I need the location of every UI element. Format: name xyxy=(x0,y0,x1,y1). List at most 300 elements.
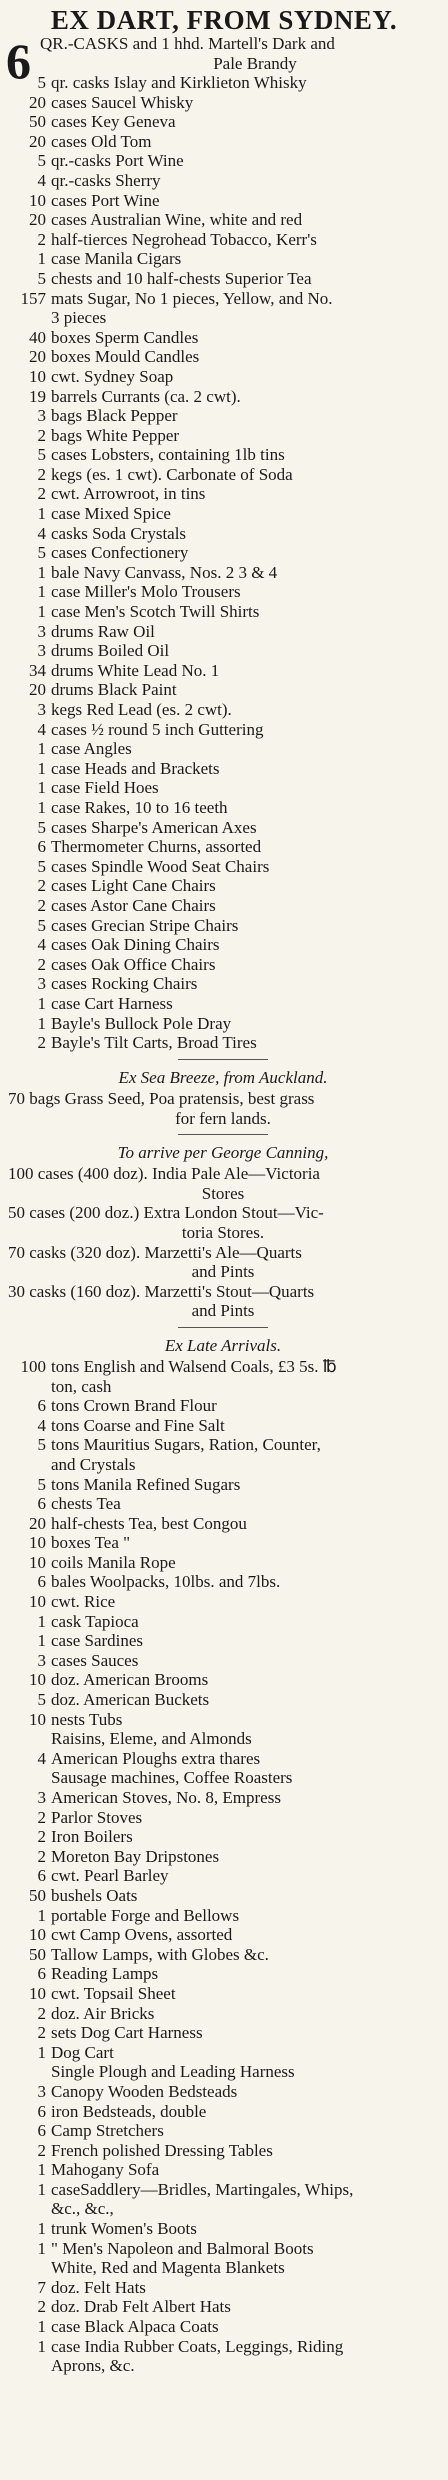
list-item xyxy=(8,2337,438,2357)
list-item xyxy=(8,759,438,779)
item-description: Dog Cart xyxy=(51,2042,114,2062)
item-quantity: 1 xyxy=(37,2336,46,2356)
list-item xyxy=(8,1514,438,1534)
list-item xyxy=(8,1553,438,1573)
item-quantity: 6 xyxy=(37,837,46,857)
item-quantity: 5 xyxy=(37,915,46,935)
item-description: Aprons, &c. xyxy=(51,2356,135,2376)
item-quantity: 1 xyxy=(37,582,46,602)
list-item xyxy=(8,2023,438,2043)
item-quantity: 2 xyxy=(37,1033,46,1053)
dart-cargo-list xyxy=(8,73,438,1053)
list-item xyxy=(8,1925,438,1945)
item-description: coils Manila Rope xyxy=(51,1552,176,1572)
item-description: cwt. Pearl Barley xyxy=(51,1866,169,1886)
list-item xyxy=(8,1631,438,1651)
list-item xyxy=(8,543,438,563)
list-item xyxy=(8,1788,438,1808)
item-quantity: 1 xyxy=(37,739,46,759)
list-item xyxy=(8,445,438,465)
item-description: trunk Women's Boots xyxy=(51,2219,197,2239)
list-item xyxy=(8,1690,438,1710)
item-description: 3 pieces xyxy=(51,308,107,328)
item-quantity: 1 xyxy=(37,249,46,269)
item-description: Moreton Bay Dripstones xyxy=(51,1846,220,1866)
item-quantity: 6 xyxy=(37,1572,46,1592)
list-item xyxy=(8,896,438,916)
item-description: boxes Sperm Candles xyxy=(51,327,199,347)
item-quantity: 4 xyxy=(37,935,46,955)
list-item xyxy=(8,269,438,289)
list-item xyxy=(8,1808,438,1828)
item-description: Raisins, Eleme, and Almonds xyxy=(51,1729,252,1749)
list-item xyxy=(8,1572,438,1592)
item-description: casks Soda Crystals xyxy=(51,523,187,543)
list-item xyxy=(8,1377,438,1397)
list-item xyxy=(8,249,438,269)
item-description: and Crystals xyxy=(51,1454,136,1474)
canning-entry-line: 50 cases (200 doz.) Extra London Stout—Vic- xyxy=(8,1203,324,1223)
item-quantity: 10 xyxy=(29,1533,46,1553)
list-item xyxy=(8,1827,438,1847)
item-description: portable Forge and Bellows xyxy=(51,1905,240,1925)
item-quantity: 20 xyxy=(29,1513,46,1533)
item-description: cases Key Geneva xyxy=(51,112,176,132)
item-quantity: 3 xyxy=(37,621,46,641)
list-item xyxy=(8,367,438,387)
item-quantity: 4 xyxy=(37,719,46,739)
canning-entry-continuation: Stores xyxy=(201,1183,245,1203)
item-quantity: 20 xyxy=(29,131,46,151)
item-description: Canopy Wooden Bedsteads xyxy=(51,2081,238,2101)
item-quantity: 2 xyxy=(37,1827,46,1847)
list-item xyxy=(8,73,438,93)
item-quantity: 2 xyxy=(37,2003,46,2023)
list-item xyxy=(8,524,438,544)
item-quantity: 2 xyxy=(37,954,46,974)
item-description: cases Rocking Chairs xyxy=(51,974,198,994)
item-quantity: 5 xyxy=(37,268,46,288)
item-description: case Cart Harness xyxy=(51,993,173,1013)
item-description: bales Woolpacks, 10lbs. and 7lbs. xyxy=(51,1572,281,1592)
item-description: cases Astor Cane Chairs xyxy=(51,895,216,915)
item-quantity: 1 xyxy=(37,2160,46,2180)
item-description: doz. American Brooms xyxy=(51,1670,209,1690)
item-description: case Mixed Spice xyxy=(51,504,171,524)
list-item xyxy=(8,151,438,171)
item-description: cases Oak Office Chairs xyxy=(51,954,216,974)
list-item xyxy=(8,2102,438,2122)
item-description: barrels Currants (ca. 2 cwt). xyxy=(51,386,241,406)
item-description: cases Grecian Stripe Chairs xyxy=(51,915,239,935)
item-quantity: 2 xyxy=(37,1807,46,1827)
list-item xyxy=(8,798,438,818)
item-description: kegs Red Lead (es. 2 cwt). xyxy=(51,700,232,719)
item-description: tons Manila Refined Sugars xyxy=(51,1474,241,1494)
item-description: case India Rubber Coats, Leggings, Riding xyxy=(51,2336,344,2356)
item-quantity: 2 xyxy=(37,1846,46,1866)
list-item xyxy=(8,2082,438,2102)
item-description: cases Light Cane Chairs xyxy=(51,876,216,896)
item-description: cwt Camp Ovens, assorted xyxy=(51,1925,233,1945)
item-description: Thermometer Churns, assorted xyxy=(51,837,262,857)
canning-entry-continuation: and Pints xyxy=(191,1301,255,1321)
item-description: half-chests Tea, best Congou xyxy=(51,1513,247,1533)
item-quantity: 5 xyxy=(37,1690,46,1710)
list-item xyxy=(8,778,438,798)
list-item xyxy=(8,2141,438,2161)
item-quantity: 5 xyxy=(37,73,46,92)
item-quantity: 100 xyxy=(20,1356,46,1376)
item-description: doz. Drab Felt Albert Hats xyxy=(51,2297,231,2317)
item-description: cask Tapioca xyxy=(51,1611,139,1631)
dart-first-entry xyxy=(40,34,440,73)
section-divider xyxy=(178,1327,268,1328)
item-quantity: 4 xyxy=(37,1748,46,1768)
list-item xyxy=(8,1847,438,1867)
item-quantity: 2 xyxy=(37,464,46,484)
list-item xyxy=(8,661,438,681)
item-description: drums Raw Oil xyxy=(51,621,155,641)
item-quantity: 10 xyxy=(29,1670,46,1690)
list-item xyxy=(8,2062,438,2082)
item-quantity: 1 xyxy=(37,778,46,798)
list-item xyxy=(8,2317,438,2337)
item-description: qr. casks Islay and Kirklieton Whisky xyxy=(51,73,307,92)
item-quantity: 2 xyxy=(37,484,46,504)
list-item xyxy=(8,1710,438,1730)
item-description: case Rakes, 10 to 16 teeth xyxy=(51,797,228,817)
item-quantity: 4 xyxy=(37,523,46,543)
item-quantity: 10 xyxy=(29,1983,46,2003)
item-quantity: 1 xyxy=(37,1013,46,1033)
canning-subhead: To arrive per George Canning, xyxy=(117,1143,329,1163)
item-quantity: 2 xyxy=(37,2023,46,2043)
list-item xyxy=(8,328,438,348)
list-item xyxy=(8,2239,438,2259)
item-description: nests Tubs xyxy=(51,1709,123,1729)
list-item xyxy=(8,2180,438,2200)
list-item xyxy=(8,171,438,191)
canning-entry-continuation: toria Stores. xyxy=(181,1222,265,1242)
item-description: case Field Hoes xyxy=(51,778,159,798)
item-quantity: 34 xyxy=(29,660,46,680)
item-description: chests Tea xyxy=(51,1494,121,1514)
item-description: case Black Alpaca Coats xyxy=(51,2317,219,2337)
item-description: ton, cash xyxy=(51,1376,112,1396)
section-divider xyxy=(178,1059,268,1060)
item-quantity: 3 xyxy=(37,1650,46,1670)
seabreeze-line-1: 70 bags Grass Seed, Poa pratensis, best grass xyxy=(8,1089,315,1108)
item-quantity: 50 xyxy=(29,1885,46,1905)
item-quantity: 2 xyxy=(37,876,46,896)
canning-entry-line: 100 cases (400 doz). India Pale Ale—Victoria xyxy=(8,1164,320,1184)
item-description: kegs (es. 1 cwt). Carbonate of Soda xyxy=(51,464,293,484)
item-description: case Angles xyxy=(51,739,132,759)
list-item xyxy=(8,112,438,132)
item-quantity: 3 xyxy=(37,700,46,719)
list-item xyxy=(8,210,438,230)
canning-entry-continuation: and Pints xyxy=(191,1262,255,1282)
item-quantity: 5 xyxy=(37,543,46,563)
late-arrivals-list xyxy=(8,1357,438,2376)
list-item xyxy=(8,2121,438,2141)
list-item xyxy=(8,602,438,622)
item-quantity: 1 xyxy=(37,504,46,524)
list-item xyxy=(8,387,438,407)
list-item xyxy=(8,1651,438,1671)
list-item xyxy=(8,2160,438,2180)
item-description: doz. American Buckets xyxy=(51,1690,210,1710)
list-item xyxy=(8,1886,438,1906)
item-description: qr.-casks Port Wine xyxy=(51,151,184,171)
item-description: caseSaddlery—Bridles, Martingales, Whips, xyxy=(51,2179,354,2199)
item-quantity: 10 xyxy=(29,1925,46,1945)
item-quantity: 1 xyxy=(37,602,46,622)
item-description: bushels Oats xyxy=(51,1885,138,1905)
list-item xyxy=(8,1612,438,1632)
item-description: Bayle's Bullock Pole Dray xyxy=(51,1013,232,1033)
item-quantity: 50 xyxy=(29,112,46,132)
list-item xyxy=(8,2199,438,2219)
item-quantity: 4 xyxy=(37,1415,46,1435)
item-description: cases Old Tom xyxy=(51,131,152,151)
list-item xyxy=(8,935,438,955)
dropcap-numeral: 6 xyxy=(6,33,31,89)
item-description: tons Coarse and Fine Salt xyxy=(51,1415,225,1435)
item-description: Bayle's Tilt Carts, Broad Tires xyxy=(51,1033,257,1053)
item-description: White, Red and Magenta Blankets xyxy=(51,2258,285,2278)
item-description: half-tierces Negrohead Tobacco, Kerr's xyxy=(51,229,317,249)
list-item xyxy=(8,1592,438,1612)
item-description: bags Black Pepper xyxy=(51,406,178,426)
item-description: cases Sharpe's American Axes xyxy=(51,817,257,837)
list-item xyxy=(8,289,438,309)
list-item xyxy=(8,1033,438,1053)
item-quantity: 10 xyxy=(29,1592,46,1612)
list-item xyxy=(8,1964,438,1984)
item-description: tons Crown Brand Flour xyxy=(51,1396,217,1416)
item-quantity: 5 xyxy=(37,817,46,837)
list-item xyxy=(8,876,438,896)
list-item xyxy=(8,1357,438,1377)
item-quantity: 1 xyxy=(37,993,46,1013)
item-quantity: 20 xyxy=(29,680,46,700)
item-quantity: 5 xyxy=(37,151,46,171)
item-quantity: 10 xyxy=(29,1552,46,1572)
list-item xyxy=(8,1014,438,1034)
list-item xyxy=(8,93,438,113)
list-item xyxy=(8,1866,438,1886)
list-item xyxy=(8,1729,438,1749)
item-quantity: 1 xyxy=(37,797,46,817)
list-item xyxy=(8,1670,438,1690)
item-quantity: 6 xyxy=(37,1964,46,1984)
canning-list xyxy=(8,1164,438,1321)
item-description: sets Dog Cart Harness xyxy=(51,2023,203,2043)
list-item xyxy=(8,2043,438,2063)
item-description: tons Mauritius Sugars, Ration, Counter, xyxy=(51,1435,321,1455)
list-item xyxy=(8,1533,438,1553)
seabreeze-subhead: Ex Sea Breeze, from Auckland. xyxy=(118,1068,328,1087)
item-description: cases Sauces xyxy=(51,1650,139,1670)
headline: EX DART, FROM SYDNEY. xyxy=(50,5,398,35)
item-quantity: 1 xyxy=(37,2219,46,2239)
item-description: cases Oak Dining Chairs xyxy=(51,935,220,955)
list-item xyxy=(8,2356,438,2376)
item-quantity: 157 xyxy=(20,288,46,308)
list-item xyxy=(8,700,438,720)
item-description: Camp Stretchers xyxy=(51,2121,164,2141)
item-description: doz. Felt Hats xyxy=(51,2277,146,2297)
list-item xyxy=(8,426,438,446)
list-item xyxy=(8,2258,438,2278)
list-item xyxy=(8,191,438,211)
list-item xyxy=(8,132,438,152)
item-quantity: 10 xyxy=(29,190,46,210)
item-description: cases Lobsters, containing 1lb tins xyxy=(51,445,285,465)
item-quantity: 6 xyxy=(37,1494,46,1514)
item-quantity: 1 xyxy=(37,2042,46,2062)
item-quantity: 6 xyxy=(37,2121,46,2141)
item-description: cases ½ round 5 inch Guttering xyxy=(51,719,264,739)
item-description: qr.-casks Sherry xyxy=(51,170,161,190)
item-description: case Miller's Molo Trousers xyxy=(51,582,241,602)
item-quantity: 1 xyxy=(37,1611,46,1631)
item-description: boxes Tea " xyxy=(51,1533,131,1553)
list-item xyxy=(8,230,438,250)
item-description: cases Confectionery xyxy=(51,543,189,563)
item-quantity: 3 xyxy=(37,406,46,426)
item-description: drums White Lead No. 1 xyxy=(51,660,220,680)
list-item xyxy=(8,484,438,504)
list-item xyxy=(8,563,438,583)
list-item xyxy=(8,504,438,524)
item-quantity: 6 xyxy=(37,1866,46,1886)
list-item xyxy=(8,974,438,994)
list-item xyxy=(8,582,438,602)
item-description: cases Saucel Whisky xyxy=(51,92,194,112)
item-description: cwt. Sydney Soap xyxy=(51,366,174,386)
list-item xyxy=(8,622,438,642)
later-sections xyxy=(8,1053,438,2376)
item-quantity: 1 xyxy=(37,2238,46,2258)
item-description: iron Bedsteads, double xyxy=(51,2101,207,2121)
list-item xyxy=(8,406,438,426)
item-description: case Sardines xyxy=(51,1631,144,1651)
item-description: Reading Lamps xyxy=(51,1964,159,1984)
seabreeze-line-2: for fern lands. xyxy=(175,1108,271,1128)
item-description: chests and 10 half-chests Superior Tea xyxy=(51,268,312,288)
item-quantity: 10 xyxy=(29,366,46,386)
item-description: American Stoves, No. 8, Empress xyxy=(51,1788,281,1807)
list-item xyxy=(8,837,438,857)
item-quantity: 40 xyxy=(29,327,46,347)
list-item xyxy=(8,641,438,661)
item-quantity: 2 xyxy=(37,2140,46,2160)
dart-first-continuation: Pale Brandy xyxy=(213,53,297,73)
item-quantity: 2 xyxy=(37,2297,46,2317)
list-item xyxy=(8,2219,438,2239)
item-quantity: 1 xyxy=(37,2317,46,2337)
item-quantity: 5 xyxy=(37,445,46,465)
item-description: doz. Air Bricks xyxy=(51,2003,155,2023)
item-quantity: 2 xyxy=(37,425,46,445)
list-item xyxy=(8,1984,438,2004)
list-item xyxy=(8,1396,438,1416)
item-quantity: 3 xyxy=(37,641,46,661)
item-quantity: 19 xyxy=(29,386,46,406)
list-item xyxy=(8,994,438,1014)
list-item xyxy=(8,680,438,700)
list-item xyxy=(8,1494,438,1514)
item-description: Mahogany Sofa xyxy=(51,2160,160,2180)
item-description: drums Boiled Oil xyxy=(51,641,170,661)
list-item xyxy=(8,857,438,877)
item-description: case Men's Scotch Twill Shirts xyxy=(51,602,260,622)
item-description: French polished Dressing Tables xyxy=(51,2140,273,2160)
item-quantity: 7 xyxy=(37,2277,46,2297)
item-quantity: 1 xyxy=(37,2179,46,2199)
item-description: Parlor Stoves xyxy=(51,1807,143,1827)
item-description: cwt. Topsail Sheet xyxy=(51,1983,176,2003)
list-item xyxy=(8,2004,438,2024)
item-description: drums Black Paint xyxy=(51,680,177,700)
item-description: case Manila Cigars xyxy=(51,249,182,269)
list-item xyxy=(8,347,438,367)
list-item xyxy=(8,916,438,936)
list-item xyxy=(8,308,438,328)
item-description: mats Sugar, No 1 pieces, Yellow, and No. xyxy=(51,288,333,308)
list-item xyxy=(8,1475,438,1495)
item-quantity: 1 xyxy=(37,562,46,582)
item-quantity: 5 xyxy=(37,1435,46,1455)
list-item xyxy=(8,739,438,759)
item-quantity: 2 xyxy=(37,229,46,249)
list-item xyxy=(8,955,438,975)
item-description: bale Navy Canvass, Nos. 2 3 & 4 xyxy=(51,562,278,582)
item-description: case Heads and Brackets xyxy=(51,758,220,778)
section-divider xyxy=(178,1134,268,1135)
list-item xyxy=(8,1416,438,1436)
list-item xyxy=(8,818,438,838)
item-quantity: 10 xyxy=(29,1709,46,1729)
item-quantity: 5 xyxy=(37,856,46,876)
item-quantity: 2 xyxy=(37,895,46,915)
item-quantity: 20 xyxy=(29,210,46,230)
item-description: boxes Mould Candles xyxy=(51,347,200,367)
canning-entry-line: 70 casks (320 doz). Marzetti's Ale—Quarts xyxy=(8,1242,302,1262)
item-quantity: 6 xyxy=(37,1396,46,1416)
item-quantity: 5 xyxy=(37,1474,46,1494)
list-item xyxy=(8,2278,438,2298)
item-description: cases Port Wine xyxy=(51,190,160,210)
item-quantity: 4 xyxy=(37,170,46,190)
item-description: Iron Boilers xyxy=(51,1827,133,1847)
item-quantity: 1 xyxy=(37,1905,46,1925)
item-description: cwt. Rice xyxy=(51,1592,116,1612)
list-item xyxy=(8,2297,438,2317)
item-quantity: 1 xyxy=(37,1631,46,1651)
dart-first-line: QR.-CASKS and 1 hhd. Martell's Dark and xyxy=(40,34,335,53)
item-quantity: 20 xyxy=(29,347,46,367)
item-description: American Ploughs extra thares xyxy=(51,1748,261,1768)
item-quantity: 50 xyxy=(29,1944,46,1964)
canning-entry-line: 30 casks (160 doz). Marzetti's Stout—Quarts xyxy=(8,1281,315,1301)
item-quantity: 6 xyxy=(37,2101,46,2121)
item-description: bags White Pepper xyxy=(51,425,180,445)
item-description: Tallow Lamps, with Globes &c. xyxy=(51,1944,269,1964)
